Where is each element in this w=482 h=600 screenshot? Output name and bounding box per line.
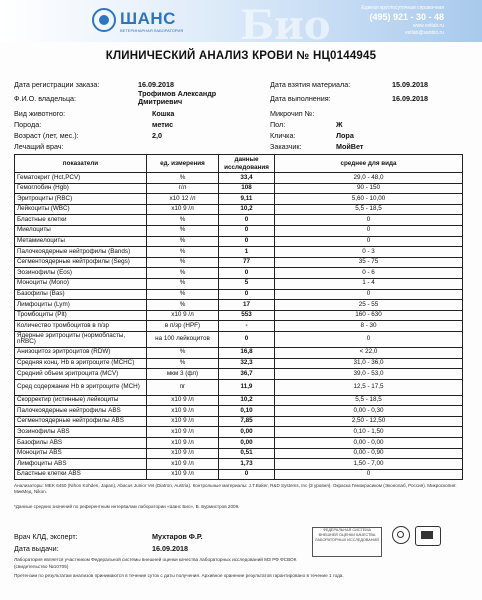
- meta-age: 2,0: [152, 131, 162, 140]
- contact-phone: (495) 921 - 30 - 48: [369, 12, 444, 22]
- row-unit: на 100 лейкоцитов: [147, 331, 219, 347]
- table-row: [15, 416, 463, 427]
- row-indicator: Средний объем эритроцита (MCV): [15, 369, 147, 380]
- table-row: [15, 395, 463, 406]
- meta-right-label-5: Заказчик:: [270, 142, 302, 151]
- row-unit: x10 9 /л: [147, 395, 219, 406]
- row-unit: мкм 3 (фл): [147, 369, 219, 380]
- row-indicator: Миелоциты: [15, 225, 147, 236]
- table-row: [15, 278, 463, 289]
- table-row: [15, 427, 463, 438]
- meta-left-label-5: Лечащий врач:: [14, 142, 64, 151]
- row-result: 0: [219, 236, 275, 247]
- row-indicator: Палочкоядерные нейтрофилы ABS: [15, 406, 147, 417]
- table-header-row: [15, 155, 463, 173]
- row-unit: %: [147, 215, 219, 226]
- row-unit: x10 9 /л: [147, 416, 219, 427]
- row-unit: x10 12 /л: [147, 194, 219, 205]
- row-reference: 160 - 630: [275, 310, 463, 321]
- row-indicator: Сегментоядерные нейтрофилы (Segs): [15, 257, 147, 268]
- doctor-label: Врач КЛД, эксперт:: [14, 532, 78, 541]
- row-result: 16,8: [219, 347, 275, 358]
- meta-pet-name: Лора: [336, 131, 354, 140]
- row-unit: %: [147, 173, 219, 184]
- row-unit: x10 9 /л: [147, 204, 219, 215]
- analyzers-note: Анализаторы: MEK 6450 (Nihon Kohden, Japan), Abacus Junior Vet (Diatron, Austria). Контрольные материалы: J.T.Baker, R&D Systems, Inc (3 уровня). Окраска Гемокрасиком (Эконолаб, Россия). Микроскопия: МикМед, Nikon.: [14, 483, 457, 494]
- contact-email: vetlab@sanbio.ru: [405, 30, 444, 36]
- table-row: [15, 448, 463, 459]
- row-unit: пг: [147, 379, 219, 395]
- meta-right-label-3: Пол:: [270, 120, 286, 129]
- row-unit: %: [147, 300, 219, 311]
- row-unit: %: [147, 247, 219, 258]
- row-reference: 5,5 - 18,5: [275, 204, 463, 215]
- row-indicator: Эозинофилы (Eos): [15, 268, 147, 279]
- row-indicator: Скорректир (истинные) лейкоциты: [15, 395, 147, 406]
- row-result: 0: [219, 331, 275, 347]
- row-unit: x10 9 /л: [147, 310, 219, 321]
- row-unit: %: [147, 358, 219, 369]
- table-row: [15, 289, 463, 300]
- row-unit: г/л: [147, 183, 219, 194]
- row-unit: x10 9 /л: [147, 448, 219, 459]
- meta-left-label-4: Возраст (лет, мес.):: [14, 131, 79, 140]
- row-reference: 35 - 75: [275, 257, 463, 268]
- report-title: КЛИНИЧЕСКИЙ АНАЛИЗ КРОВИ № НЦ0144945: [105, 50, 377, 62]
- logo-subtitle: ВЕТЕРИНАРНАЯ ЛАБОРАТОРИЯ: [120, 28, 184, 33]
- row-reference: 0: [275, 236, 463, 247]
- meta-owner-name: Трофимов Александр Дмитриевич: [138, 89, 217, 106]
- row-indicator: Лейкоциты (WBC): [15, 204, 147, 215]
- row-result: 10,2: [219, 204, 275, 215]
- row-reference: 0,00 - 0,90: [275, 448, 463, 459]
- row-unit: x10 9 /л: [147, 459, 219, 470]
- meta-sampling-date: 15.09.2018: [392, 80, 428, 89]
- row-indicator: Моноциты (Mono): [15, 278, 147, 289]
- table-row: [15, 183, 463, 194]
- table-row: [15, 247, 463, 258]
- row-indicator: Гематокрит (Hct,PCV): [15, 173, 147, 184]
- row-unit: %: [147, 236, 219, 247]
- row-unit: %: [147, 347, 219, 358]
- row-result: 36,7: [219, 369, 275, 380]
- table-row: [15, 438, 463, 449]
- row-unit: x10 9 /л: [147, 427, 219, 438]
- row-indicator: Базофилы (Bas): [15, 289, 147, 300]
- row-reference: 0 - 3: [275, 247, 463, 258]
- row-unit: x10 9 /л: [147, 469, 219, 480]
- results-table: [14, 154, 463, 480]
- doctor-name: Мухтаров Ф.Р.: [152, 532, 203, 541]
- table-row: [15, 321, 463, 332]
- row-reference: 0: [275, 469, 463, 480]
- meta-right-label-0: Дата взятия материала:: [270, 80, 351, 89]
- row-result: 0: [219, 215, 275, 226]
- row-reference: 31,0 - 36,0: [275, 358, 463, 369]
- meta-left-label-3: Порода:: [14, 120, 42, 129]
- issued-date: 16.09.2018: [152, 544, 188, 553]
- meta-customer: МойВет: [336, 142, 364, 151]
- header-reference: среднее для вида: [275, 155, 463, 173]
- row-indicator: Метамиелоциты: [15, 236, 147, 247]
- row-reference: 0: [275, 225, 463, 236]
- row-result: 77: [219, 257, 275, 268]
- table-row: [15, 369, 463, 380]
- row-indicator: Средняя конц. Hb в эритроците (MCHC): [15, 358, 147, 369]
- footer-line-1: Лаборатория является участником Федеральной системы внешней оценки качества лабораторных исследований МЗ РФ ФСВОК: [14, 557, 297, 562]
- row-reference: 39,0 - 53,0: [275, 369, 463, 380]
- row-result: 17: [219, 300, 275, 311]
- row-result: -: [219, 321, 275, 332]
- row-result: 0,00: [219, 427, 275, 438]
- logo-text: ШАНС: [120, 9, 176, 28]
- row-indicator: Сегментоядерные нейтрофилы ABS: [15, 416, 147, 427]
- contact-site: www.vetlab.ru: [412, 23, 444, 29]
- header-result: данные исследования: [219, 155, 275, 173]
- row-reference: 90 - 150: [275, 183, 463, 194]
- seal-icon: [392, 526, 410, 544]
- row-indicator: Гемоглобин (Hgb): [15, 183, 147, 194]
- row-result: 0,10: [219, 406, 275, 417]
- row-result: 33,4: [219, 173, 275, 184]
- row-indicator: Лимфоциты (Lym): [15, 300, 147, 311]
- meta-left-label-1: Ф.И.О. владельца:: [14, 94, 77, 103]
- table-row: [15, 358, 463, 369]
- row-result: 32,3: [219, 358, 275, 369]
- table-row: [15, 268, 463, 279]
- row-result: 7,85: [219, 416, 275, 427]
- row-result: 108: [219, 183, 275, 194]
- table-row: [15, 331, 463, 347]
- table-row: [15, 173, 463, 184]
- row-result: 11,9: [219, 379, 275, 395]
- row-result: 0: [219, 289, 275, 300]
- row-reference: 0: [275, 215, 463, 226]
- meta-registration-date: 16.09.2018: [138, 80, 174, 89]
- header-indicator: показатели: [15, 155, 147, 173]
- row-unit: %: [147, 268, 219, 279]
- header-banner: [0, 0, 482, 49]
- row-indicator: Бластные клетки: [15, 215, 147, 226]
- header-unit: ед. измерения: [147, 155, 219, 173]
- row-result: 9,11: [219, 194, 275, 205]
- fsvok-stamp: ФЕДЕРАЛЬНАЯ СИСТЕМА ВНЕШНЕЙ ОЦЕНКИ КАЧЕСТВА ЛАБОРАТОРНЫХ ИССЛЕДОВАНИЙ: [312, 527, 382, 557]
- row-result: 1: [219, 247, 275, 258]
- row-indicator: Ядерные эритроциты (нормобласты, nRBC): [15, 331, 147, 347]
- meta-breed: метис: [152, 120, 174, 129]
- row-indicator: Тромбоциты (Plt): [15, 310, 147, 321]
- row-reference: 12,5 - 17,5: [275, 379, 463, 395]
- row-indicator: Анизоцитоз эритроцитов (RDW): [15, 347, 147, 358]
- row-unit: %: [147, 257, 219, 268]
- logo-icon: [92, 8, 116, 32]
- row-result: 0: [219, 268, 275, 279]
- row-indicator: Количество тромбоцитов в п/зр: [15, 321, 147, 332]
- row-result: 10,2: [219, 395, 275, 406]
- row-reference: 25 - 55: [275, 300, 463, 311]
- results-body: [15, 173, 463, 480]
- row-unit: x10 9 /л: [147, 438, 219, 449]
- row-result: 0: [219, 469, 275, 480]
- row-result: 0,00: [219, 438, 275, 449]
- watermark-bio: Био: [240, 2, 331, 49]
- row-reference: 5,60 - 10,00: [275, 194, 463, 205]
- meta-completion-date: 16.09.2018: [392, 94, 428, 103]
- meta-right-label-1: Дата выполнения:: [270, 94, 331, 103]
- row-reference: 0,10 - 1,50: [275, 427, 463, 438]
- row-result: 553: [219, 310, 275, 321]
- reference-footnote: *Данные средних значений по референтным интервалам лаборатории «Шанс Био», В. Бурмистров 2009.: [14, 504, 240, 509]
- table-row: [15, 310, 463, 321]
- meta-left-label-2: Вид животного:: [14, 109, 66, 118]
- row-reference: 0,00 - 0,00: [275, 438, 463, 449]
- row-reference: 0,00 - 0,30: [275, 406, 463, 417]
- row-result: 1,73: [219, 459, 275, 470]
- table-row: [15, 204, 463, 215]
- row-result: 0,51: [219, 448, 275, 459]
- table-row: [15, 236, 463, 247]
- table-row: [15, 225, 463, 236]
- row-reference: 5,5 - 18,5: [275, 395, 463, 406]
- row-unit: %: [147, 278, 219, 289]
- meta-left-label-0: Дата регистрации заказа:: [14, 80, 100, 89]
- contact-block: [361, 5, 444, 36]
- table-row: [15, 469, 463, 480]
- table-row: [15, 215, 463, 226]
- row-result: 0: [219, 225, 275, 236]
- table-row: [15, 347, 463, 358]
- meta-sex: Ж: [336, 120, 343, 129]
- row-result: 5: [219, 278, 275, 289]
- meta-right-label-4: Кличка:: [270, 131, 296, 140]
- row-indicator: Базофилы ABS: [15, 438, 147, 449]
- row-reference: 8 - 30: [275, 321, 463, 332]
- table-row: [15, 406, 463, 417]
- table-row: [15, 459, 463, 470]
- meta-species: Кошка: [152, 109, 175, 118]
- row-unit: в п/зр (HPF): [147, 321, 219, 332]
- issued-label: Дата выдачи:: [14, 544, 59, 553]
- row-reference: 29,0 - 48,0: [275, 173, 463, 184]
- row-reference: 1 - 4: [275, 278, 463, 289]
- table-row: [15, 194, 463, 205]
- row-reference: 2,50 - 12,50: [275, 416, 463, 427]
- row-indicator: Лимфоциты ABS: [15, 459, 147, 470]
- row-indicator: Сред содержание Hb в эритроците (MCH): [15, 379, 147, 395]
- row-reference: 0: [275, 331, 463, 347]
- contact-caption: Единая круглосуточная справочная: [361, 5, 444, 11]
- meta-right-label-2: Микрочип №:: [270, 109, 315, 118]
- row-indicator: Бластные клетки ABS: [15, 469, 147, 480]
- table-row: [15, 379, 463, 395]
- row-unit: %: [147, 289, 219, 300]
- certificate-icon: [415, 526, 441, 546]
- row-reference: 1,50 - 7,00: [275, 459, 463, 470]
- row-indicator: Палочкоядерные нейтрофилы (Bands): [15, 247, 147, 258]
- row-indicator: Эритроциты (RBC): [15, 194, 147, 205]
- row-unit: %: [147, 225, 219, 236]
- lab-logo: [92, 6, 184, 36]
- row-indicator: Эозинофилы ABS: [15, 427, 147, 438]
- row-reference: 0: [275, 289, 463, 300]
- table-row: [15, 300, 463, 311]
- row-indicator: Моноциты ABS: [15, 448, 147, 459]
- footer-line-3: Претензии по результатам анализов принимаются в течение суток с даты получения. Архивное хранение результатов гарантировано в течение 1 года.: [14, 573, 344, 578]
- table-row: [15, 257, 463, 268]
- row-reference: 0 - 6: [275, 268, 463, 279]
- row-unit: x10 9 /л: [147, 406, 219, 417]
- footer-line-2: (свидетельство №10705): [14, 564, 69, 569]
- row-reference: < 22,0: [275, 347, 463, 358]
